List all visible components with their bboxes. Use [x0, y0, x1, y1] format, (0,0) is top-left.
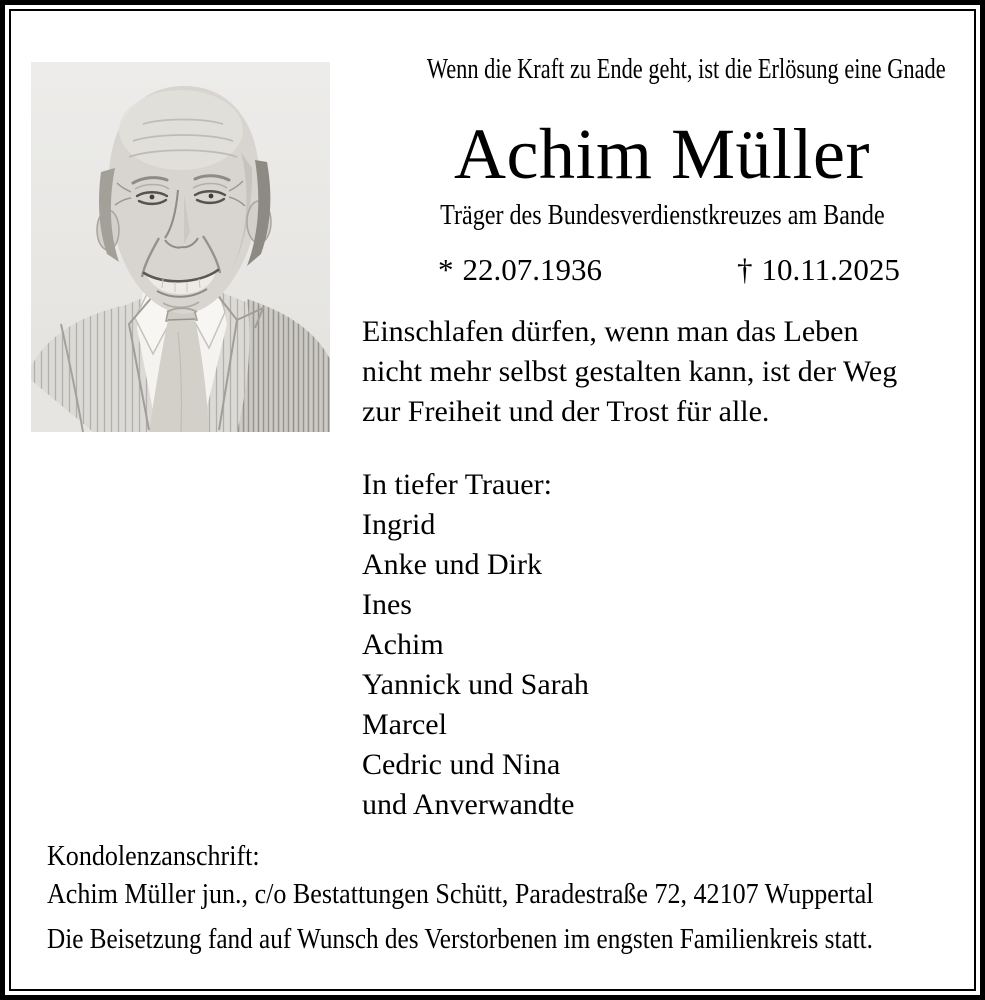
life-dates: [362, 250, 962, 290]
verse-line: zur Freiheit und der Trost für alle.: [362, 395, 770, 428]
bald-crown-highlight: [119, 90, 243, 170]
mourner-name: Marcel: [362, 708, 447, 741]
mourner-name: und Anverwandte: [362, 788, 575, 821]
death-date-value: 10.11.2025: [761, 252, 900, 287]
epigraph: [362, 53, 962, 87]
died-cross-symbol: †: [737, 252, 753, 287]
mourner-name: Achim: [362, 628, 444, 661]
portrait-photo: [31, 62, 330, 432]
mourner-name: Ines: [362, 588, 412, 621]
birth-date-value: 22.07.1936: [462, 252, 602, 287]
portrait-photo-illustration: [31, 62, 330, 432]
mourners-intro: In tiefer Trauer:: [362, 468, 552, 501]
mourner-name: Anke und Dirk: [362, 548, 542, 581]
mourner-name: Ingrid: [362, 508, 436, 541]
verse-line: nicht mehr selbst gestalten kann, ist der Weg: [362, 355, 898, 388]
deceased-name: Achim Müller: [454, 114, 870, 194]
verse-line: Einschlafen dürfen, wenn man das Leben: [362, 315, 859, 348]
death-date: [737, 250, 900, 290]
epigraph-text: Wenn die Kraft zu Ende geht, ist die Erlösung eine Gnade: [426, 54, 946, 85]
funeral-note: [47, 920, 977, 960]
honorific-title: [362, 199, 962, 233]
mourner-name: Yannick und Sarah: [362, 668, 589, 701]
mourners-list: [362, 465, 942, 825]
birth-date: [438, 250, 602, 290]
born-symbol: *: [438, 252, 454, 287]
memorial-verse: [362, 312, 942, 432]
funeral-note-text: Die Beisetzung fand auf Wunsch des Verstorbenen im engsten Familienkreis statt.: [47, 924, 873, 955]
condolence-block: [47, 838, 967, 914]
notice-header: [362, 0, 962, 300]
mourner-name: Cedric und Nina: [362, 748, 561, 781]
condolence-address: Achim Müller jun., c/o Bestattungen Schütt, Paradestraße 72, 42107 Wuppertal: [47, 879, 874, 910]
honorific-text: Träger des Bundesverdienstkreuzes am Bande: [439, 200, 885, 231]
condolence-label: Kondolenzanschrift:: [47, 841, 260, 872]
